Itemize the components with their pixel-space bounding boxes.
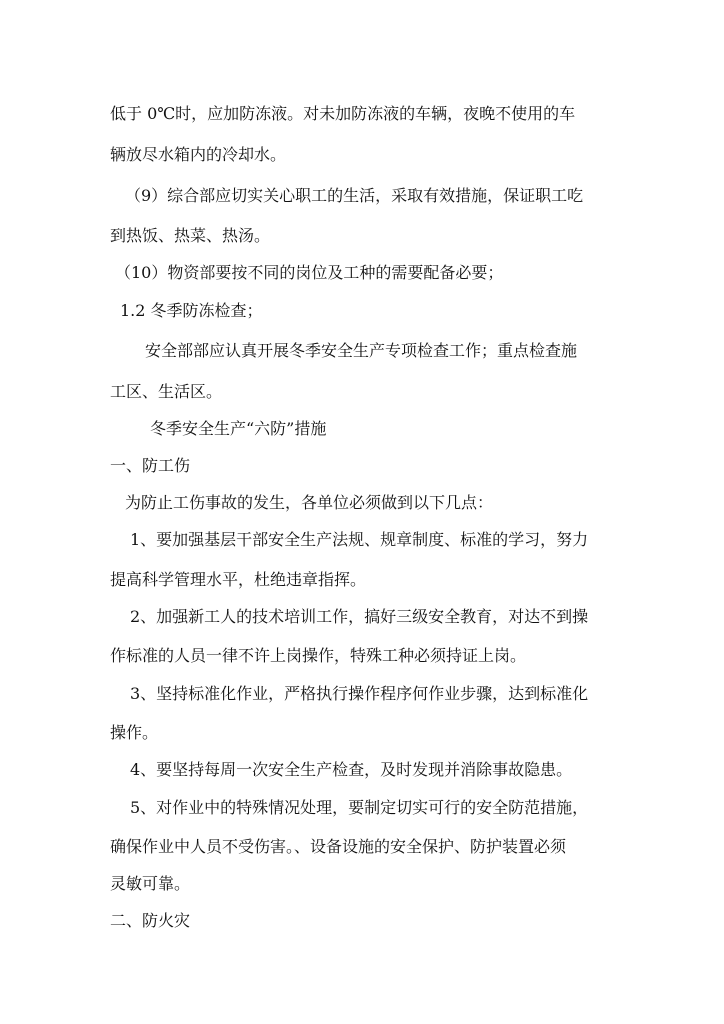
text-line-11: 为防止工伤事故的发生，各单位必须做到以下几点：: [125, 493, 494, 512]
text-line-13: 提高科学管理水平，杜绝违章指挥。: [110, 570, 367, 589]
text-line-7: 安全部部应认真开展冬季安全生产专项检查工作；重点检查施: [145, 341, 578, 360]
text-line-19: 5、对作业中的特殊情况处理，要制定切实可行的安全防范措施，: [130, 798, 589, 817]
text-line-3: （9）综合部应切实关心职工的生活，采取有效措施，保证职工吃: [125, 186, 584, 205]
text-line-5: （10）物资部要按不同的岗位及工种的需要配备必要；: [115, 263, 504, 282]
text-line-8: 工区、生活区。: [110, 382, 223, 401]
text-line-21: 灵敏可靠。: [110, 874, 191, 893]
text-line-2: 辆放尽水箱内的冷却水。: [110, 145, 287, 164]
subsection-heading-1: 一、防工伤: [110, 456, 191, 475]
text-line-14: 2、加强新工人的技术培训工作，搞好三级安全教育，对达不到操: [130, 607, 589, 626]
text-line-12: 1、要加强基层干部安全生产法规、规章制度、标准的学习，努力: [130, 530, 589, 549]
text-line-20: 确保作业中人员不受伤害。、设备设施的安全保护、防护装置必须: [110, 837, 567, 856]
text-line-18: 4、要坚持每周一次安全生产检查，及时发现并消除事故隐患。: [130, 760, 573, 779]
text-line-4: 到热饭、热菜、热汤。: [110, 226, 271, 245]
text-line-15: 作标准的人员一律不许上岗操作，特殊工种必须持证上岗。: [110, 646, 527, 665]
text-line-17: 操作。: [110, 723, 159, 742]
subsection-heading-2: 二、防火灾: [110, 911, 191, 930]
text-line-16: 3、坚持标准化作业，严格执行操作程序何作业步骤，达到标准化: [130, 684, 589, 703]
text-line-1: 低于 0℃时，应加防冻液。对未加防冻液的车辆，夜晚不使用的车: [110, 104, 576, 123]
text-line-6: 1.2 冬季防冻检查；: [120, 301, 263, 320]
section-heading: 冬季安全生产“六防”措施: [150, 419, 327, 438]
